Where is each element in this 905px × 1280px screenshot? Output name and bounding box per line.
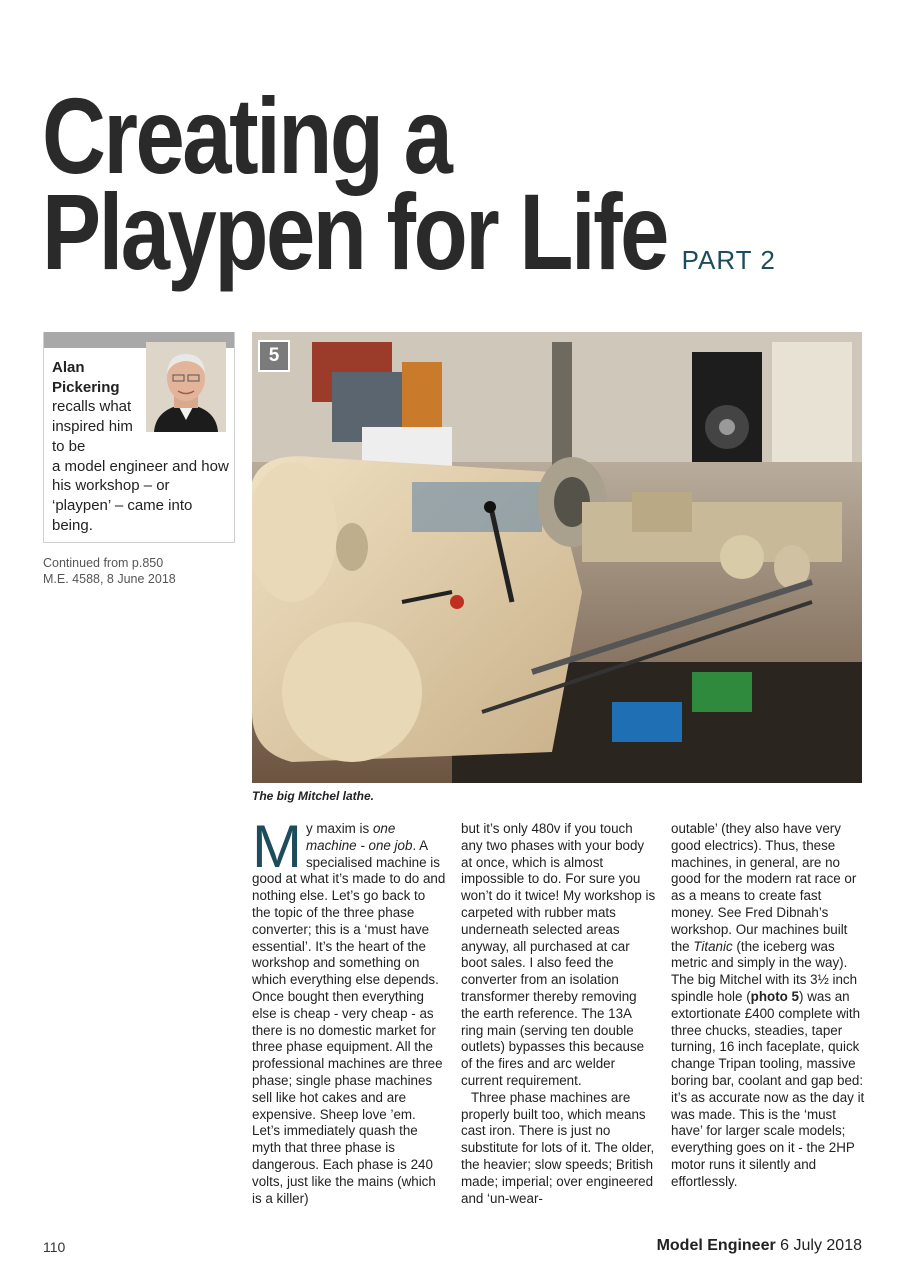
photo-number-badge: 5 — [258, 340, 290, 372]
issue-date: 6 July 2018 — [780, 1237, 862, 1254]
bio-text — [52, 358, 230, 535]
title-line-1: Creating a — [42, 75, 451, 196]
text-run: ) was an extortionate £400 complete with three chucks, steadies, taper turning, 16 inch faceplate, quick change Tripan tooling, massive boring bar, coolant and gap bed: it’s as accurate now as the day it was made. This is the ‘must have’ for larger scale models; everything goes on it - the 2HP motor runs it silently and effortlessly. — [671, 988, 865, 1189]
bio-rest: a model engineer and how his workshop – or ‘playpen’ – came into being. — [52, 457, 229, 534]
photo-caption: The big Mitchel lathe. — [252, 789, 375, 803]
text-run: y maxim is — [305, 821, 373, 836]
body-column-2 — [461, 821, 656, 1207]
text-run: outable’ (they also have very good electrics). Thus, these machines, in general, are no good for the modern rat race or as a means to create fast money. See Fred Dibnah’s workshop. Our machines built the — [671, 821, 857, 954]
text-run: (the iceberg was metric and simply in the way). The big Mitchel with its 3½ inch spindle hole ( — [671, 938, 858, 1004]
title-line-2 — [42, 171, 776, 308]
photo-reference: photo 5 — [750, 988, 800, 1004]
body-column-1 — [252, 813, 447, 1207]
paragraph — [671, 821, 866, 1191]
continued-note — [43, 555, 176, 587]
body-column-3 — [671, 821, 866, 1191]
paragraph: but it’s only 480v if you touch any two phases with your body at once, which is almost impossible to do. For sure you won’t do it twice! My workshop is carpeted with rubber mats underneath selected areas anyway, all purchased at car boot sales. I also feed the converter from an isolation transformer thereby removing the earth reference. The 13A ring main (serving ten double outlets) bypasses this because of the fires and arc welder current requirement. — [461, 821, 656, 1088]
drop-cap: M — [252, 813, 302, 880]
magazine-name: Model Engineer — [656, 1237, 776, 1254]
emphasis-text: one machine - one job — [305, 821, 413, 853]
issue-reference: M.E. 4588, 8 June 2018 — [43, 572, 176, 586]
continued-from: Continued from p.850 — [43, 556, 164, 570]
lathe-illustration — [252, 332, 862, 783]
title-line-2-text: Playpen for Life — [42, 171, 667, 292]
paragraph: Three phase machines are properly built too, which means cast iron. There is just no substitute for lots of it. The older, the heavier; slow speeds; British made; imperial; over engineered and ‘un-wear- — [461, 1089, 655, 1206]
bio-intro: recalls what inspired him to be — [52, 398, 133, 455]
article-title — [42, 75, 776, 308]
part-label: PART 2 — [681, 245, 776, 275]
paragraph — [252, 813, 447, 1207]
emphasis-text: Titanic — [693, 938, 733, 954]
lathe-photo — [252, 332, 862, 783]
author-bio-box — [43, 332, 235, 543]
magazine-footer — [657, 1237, 862, 1255]
author-last-name: Pickering — [52, 378, 120, 396]
text-run: . A specialised machine is good at what it’s made to do and nothing else. Let’s go back to the topic of the three phase converter; this is a ‘must have essential’. It’s the heart of the workshop and something on which everything else depends. Once bought then everything else is cheap - very cheap - as there is no domestic market for three phase equipment. All the professional machines are three phase; single phase machines sell like hot cakes and are expensive. Sheep love ’em. Let’s immediately quash the myth that three phase is dangerous. Each phase is 240 volts, just like the mains (which is a killer) — [252, 837, 446, 1206]
author-first-name: Alan — [52, 359, 85, 376]
page-number: 110 — [43, 1239, 66, 1255]
